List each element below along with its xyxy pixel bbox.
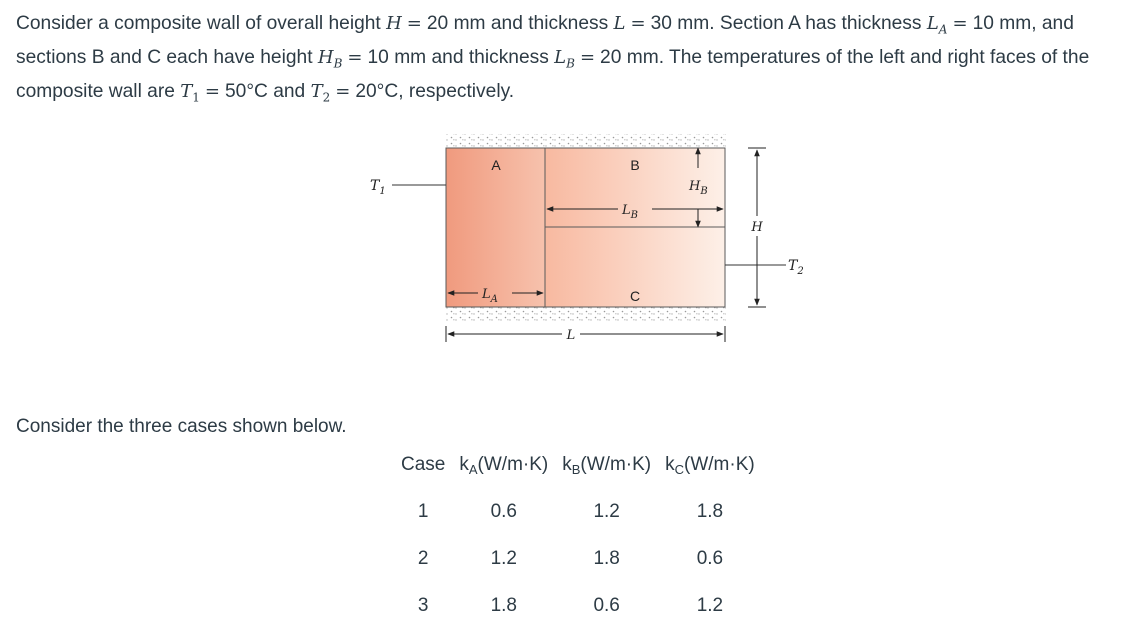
ka-value: 0.6	[490, 501, 517, 522]
header-case: Case	[401, 454, 446, 475]
header-ka: $k_A(W/m\cdot K)$	[459, 454, 549, 477]
l-label: L	[566, 328, 576, 343]
math-LA: $L_A$	[926, 13, 948, 37]
t2-label: $T_2$	[788, 258, 804, 277]
kb-value: 0.6	[593, 595, 620, 616]
math-T2: $T_2$	[310, 81, 331, 105]
la-label: $L_A$	[482, 287, 498, 305]
insulation-bottom	[446, 307, 726, 321]
lb-label: $L_B$	[622, 203, 638, 221]
kc-value: 0.6	[696, 548, 724, 569]
table-row	[394, 582, 762, 629]
ka-value: 1.8	[490, 595, 517, 616]
insulation-top	[446, 134, 726, 148]
kb-value: 1.2	[593, 501, 620, 522]
math-T1: $T_1$	[180, 81, 200, 105]
cases-intro: Consider the three cases shown below.	[16, 416, 347, 437]
table-header-row	[394, 446, 762, 488]
case-number: 1	[417, 501, 429, 522]
section-a-label: A	[491, 157, 501, 173]
section-c-label: C	[629, 288, 641, 304]
problem-statement: Consider a composite wall of overall height H = 20 mm and thickness L = 30 mm. Section A has thickness $L_A = 10$ mm, and sections B and C each have height $H_B = 10$ mm and thickness $L_B = 20$ mm. The temperatures of the left and right faces of the composite wall are $T_1 = 50^\circ C$ and $T_2 = 20^\circ C$, respectively.	[16, 13, 1090, 105]
math-L: L	[613, 13, 626, 34]
table-row	[394, 535, 762, 582]
math-H: H	[386, 13, 402, 34]
ka-value: 1.2	[490, 548, 517, 569]
table-row	[394, 488, 762, 535]
math-LB: $L_B$	[554, 47, 575, 71]
composite-wall-diagram	[360, 130, 820, 350]
header-kc: $k_C(W/m\cdot K)$	[665, 454, 755, 477]
t1-label: $T_1$	[370, 178, 386, 197]
h-label: H	[751, 220, 763, 235]
case-number: 2	[417, 548, 429, 569]
kb-value: 1.8	[593, 548, 620, 569]
section-b-label: B	[630, 157, 640, 173]
header-kb: $k_B(W/m\cdot K)$	[562, 454, 652, 477]
hb-label: $H_B$	[689, 179, 708, 197]
case-number: 3	[417, 595, 429, 616]
kc-value: 1.2	[696, 595, 724, 616]
math-HB: $H_B$	[317, 47, 343, 71]
kc-value: 1.8	[696, 501, 724, 522]
conductivity-table	[394, 446, 762, 629]
